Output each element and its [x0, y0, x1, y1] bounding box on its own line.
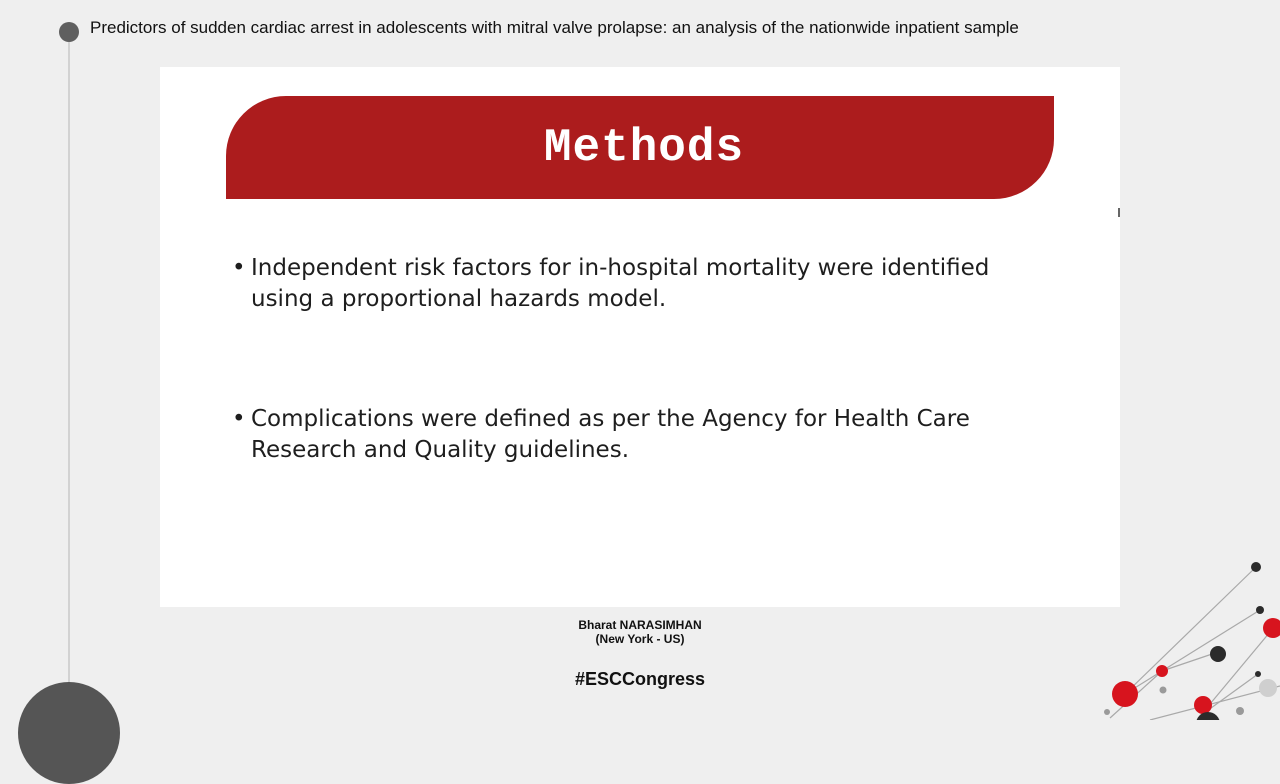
bullet-line: using a proportional hazards model.: [251, 286, 667, 312]
congress-hashtag: #ESCCongress: [574, 669, 706, 689]
molecule-node: [1156, 665, 1168, 677]
molecule-decoration: [1090, 548, 1280, 720]
bullet-line: Complications were defined as per the Agency for Health Care: [251, 406, 970, 432]
slide: [160, 67, 1120, 607]
molecule-node: [1104, 709, 1110, 715]
presenter-info: [520, 618, 760, 646]
bullet-item: [232, 404, 1012, 466]
bullet-line: Research and Quality guidelines.: [251, 437, 630, 463]
slide-heading-banner: [226, 96, 1054, 199]
molecule-node: [1255, 671, 1261, 677]
molecule-node: [1256, 606, 1264, 614]
presenter-location: (New York - US): [595, 632, 685, 646]
molecule-node: [1251, 562, 1261, 572]
molecule-node: [1236, 707, 1244, 715]
molecule-node: [1160, 687, 1167, 694]
slide-heading: Methods: [543, 121, 745, 174]
nav-circle[interactable]: [18, 682, 120, 784]
talk-title: Predictors of sudden cardiac arrest in adolescents with mitral valve prolapse: an analysis of the nationwide inpatient sample: [90, 18, 1019, 37]
molecule-node: [1263, 618, 1280, 638]
bullet-item: [232, 253, 1012, 315]
bullet-line: Independent risk factors for in-hospital mortality were identified: [251, 255, 990, 281]
slide-edge-mark: [1118, 208, 1120, 217]
bullet-dot: •: [232, 255, 246, 281]
molecule-node: [1194, 696, 1212, 714]
molecule-node: [1112, 681, 1138, 707]
timeline-dot[interactable]: [59, 22, 79, 42]
molecule-node: [1210, 646, 1226, 662]
bullet-dot: •: [232, 406, 246, 432]
molecule-node: [1259, 679, 1277, 697]
presenter-name: Bharat NARASIMHAN: [578, 618, 702, 632]
timeline-line: [68, 38, 70, 728]
